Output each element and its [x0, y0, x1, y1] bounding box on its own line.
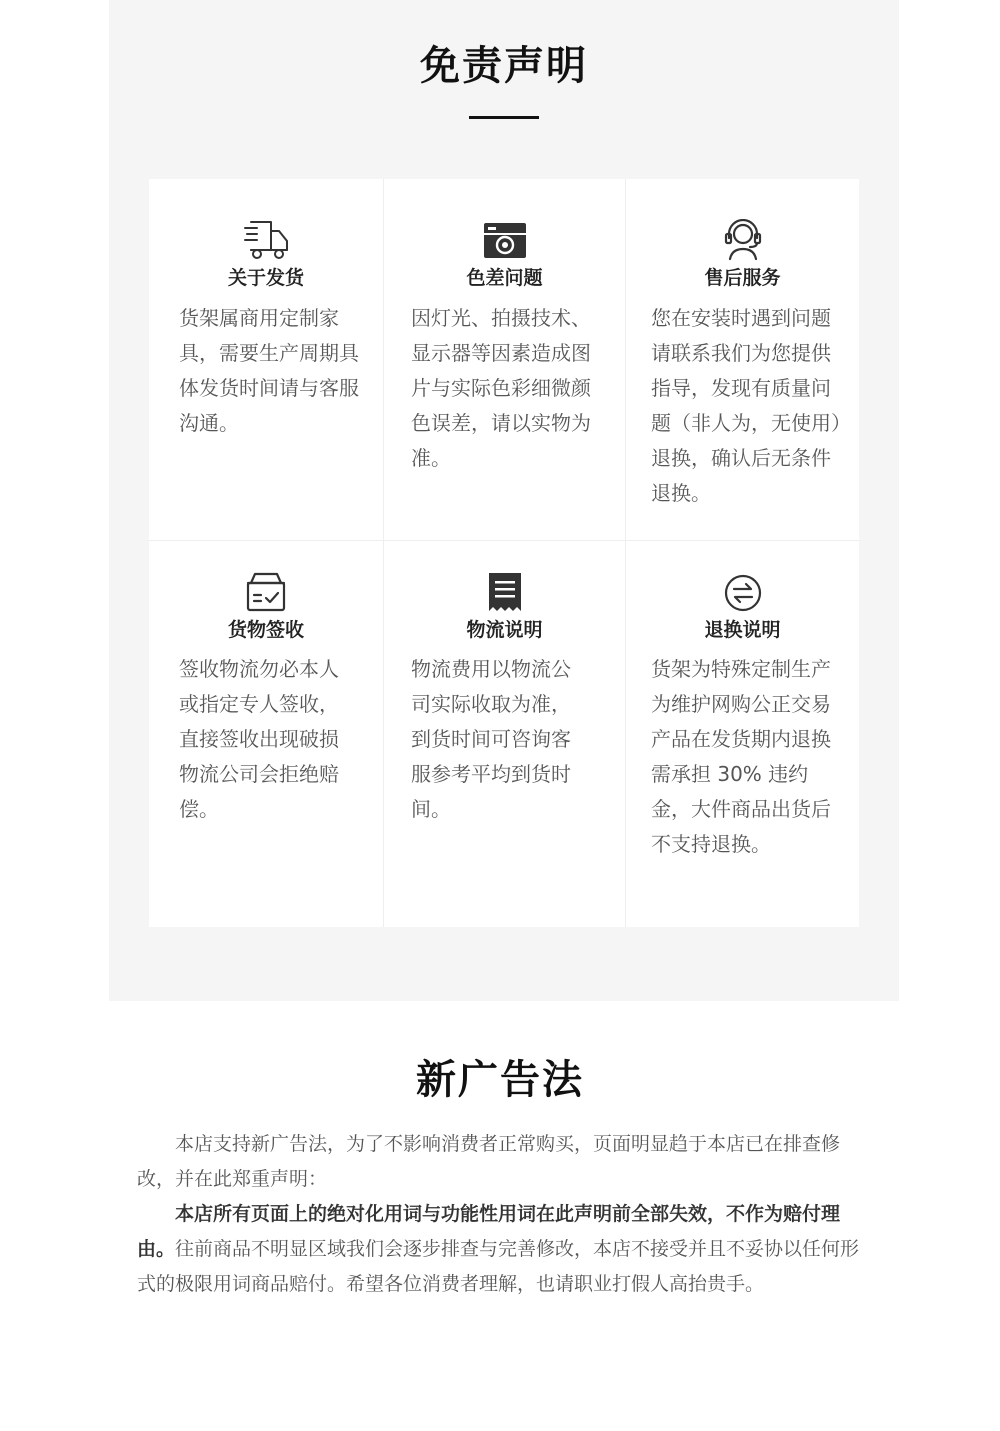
ad-law-emphasis: 本店所有页面上的绝对化用词与功能性用词在此声明前全部失效，不作为赔付理由。 — [137, 1203, 841, 1260]
card-logistics — [384, 541, 625, 927]
ad-law-paragraph-rest: 往前商品不明显区域我们会逐步排查与完善修改，本店不接受并且不妥协以任何形式的极限用词商品赔付。希望各位消费者理解，也请职业打假人高抬贵手。 — [137, 1238, 860, 1295]
card-title: 退换说明 — [704, 619, 781, 641]
disclaimer-grid — [149, 179, 859, 927]
card-color — [384, 179, 625, 540]
package-check-icon — [243, 571, 289, 613]
card-title: 关于发货 — [227, 267, 304, 289]
card-title: 货物签收 — [227, 619, 304, 641]
disclaimer-title: 免责声明 — [420, 43, 588, 89]
card-after-sales — [626, 179, 859, 540]
receipt-icon — [482, 571, 528, 613]
card-text: 物流费用以物流公司实际收取为准，到货时间可咨询客服参考平均到货时间。 — [411, 657, 571, 821]
title-divider — [469, 116, 539, 119]
disclaimer-section — [109, 0, 899, 1001]
card-text: 因灯光、拍摄技术、显示器等因素造成图片与实际色彩细微颜色误差，请以实物为准。 — [411, 306, 591, 470]
ad-law-paragraph — [137, 1197, 861, 1302]
card-text: 签收物流勿必本人或指定专人签收，直接签收出现破损物流公司会拒绝赔偿。 — [179, 657, 339, 821]
headset-icon — [720, 219, 766, 261]
card-shipping — [149, 179, 383, 540]
truck-icon — [243, 219, 289, 261]
card-text: 货架属商用定制家具，需要生产周期具体发货时间请与客服沟通。 — [179, 306, 359, 435]
card-title: 物流说明 — [466, 619, 543, 641]
ad-law-title: 新广告法 — [416, 1057, 584, 1103]
card-title: 色差问题 — [466, 267, 543, 289]
card-title: 售后服务 — [704, 267, 781, 289]
card-text: 您在安装时遇到问题请联系我们为您提供指导，发现有质量问题（非人为，无使用）退换，确认后无条件退换。 — [651, 306, 841, 505]
card-receipt — [149, 541, 383, 927]
exchange-icon — [720, 571, 766, 613]
ad-law-paragraph: 本店支持新广告法，为了不影响消费者正常购买，页面明显趋于本店已在排查修改，并在此郑重声明： — [137, 1133, 841, 1190]
card-text: 货架为特殊定制生产为维护网购公正交易产品在发货期内退换需承担 30% 违约金，大件商品出货后不支持退换。 — [651, 657, 831, 856]
camera-icon — [482, 219, 528, 261]
ad-law-text — [137, 1127, 861, 1302]
card-return — [626, 541, 859, 927]
